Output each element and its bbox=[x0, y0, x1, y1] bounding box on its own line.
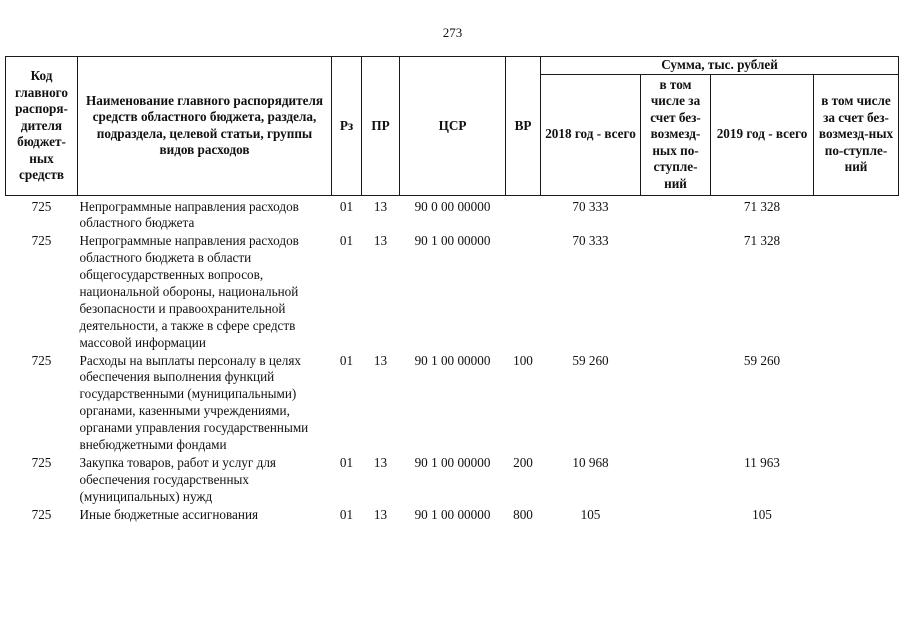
cell-2019-total: 105 bbox=[752, 506, 772, 522]
cell-name: Непрограммные направления расходов областного бюджета bbox=[79, 198, 299, 231]
cell-name: Иные бюджетные ассигнования bbox=[79, 506, 259, 522]
table-row bbox=[6, 352, 899, 454]
cell-rz: 01 bbox=[339, 454, 354, 470]
cell-2018-total: 59 260 bbox=[572, 352, 609, 368]
cell-2019-grants bbox=[814, 352, 899, 454]
table-header bbox=[6, 57, 899, 196]
header-pr: ПР bbox=[362, 57, 400, 196]
cell-code: 725 bbox=[31, 506, 52, 522]
cell-2019-grants bbox=[814, 454, 899, 506]
cell-code: 725 bbox=[31, 198, 52, 214]
header-vr: ВР bbox=[506, 57, 541, 196]
cell-csr: 90 1 00 00000 bbox=[414, 352, 491, 368]
cell-csr: 90 1 00 00000 bbox=[414, 454, 491, 470]
header-code: Код главного распоря-дителя бюджет-ных средств bbox=[6, 57, 78, 196]
cell-rz: 01 bbox=[339, 506, 354, 522]
cell-pr: 13 bbox=[373, 198, 388, 214]
cell-name: Закупка товаров, работ и услуг для обеспечения государственных (муниципальных) нужд bbox=[79, 454, 276, 504]
cell-2018-grants bbox=[641, 232, 711, 351]
cell-2019-total: 71 328 bbox=[743, 198, 781, 214]
cell-rz: 01 bbox=[339, 233, 354, 249]
cell-name: Непрограммные направления расходов областного бюджета в области общегосударственных вопросов, национальной обороны, национальной безопасности и правоохранительной деятельности, а также в сфере средств массовой информации bbox=[79, 233, 299, 350]
cell-2018-grants bbox=[641, 506, 711, 524]
header-2019-total: 2019 год - всего bbox=[711, 74, 814, 195]
cell-vr bbox=[506, 232, 541, 351]
table-row bbox=[6, 454, 899, 506]
table-row bbox=[6, 232, 899, 351]
cell-rz: 01 bbox=[339, 352, 354, 368]
cell-rz: 01 bbox=[339, 198, 354, 214]
cell-2019-grants bbox=[814, 195, 899, 232]
page-number: 273 bbox=[442, 25, 463, 40]
cell-code: 725 bbox=[31, 352, 52, 368]
header-csr: ЦСР bbox=[400, 57, 506, 196]
cell-2019-total: 11 963 bbox=[744, 454, 780, 470]
cell-code: 725 bbox=[31, 233, 52, 249]
cell-csr: 90 0 00 00000 bbox=[414, 198, 491, 214]
cell-2018-grants bbox=[641, 454, 711, 506]
header-name: Наименование главного распорядителя средств областного бюджета, раздела, подраздела, целевой статьи, группы видов расходов bbox=[78, 57, 332, 196]
cell-2018-grants bbox=[641, 352, 711, 454]
budget-table bbox=[5, 56, 899, 523]
table-body bbox=[6, 195, 899, 523]
cell-pr: 13 bbox=[373, 454, 388, 470]
header-2018-total: 2018 год - всего bbox=[541, 74, 641, 195]
cell-vr: 200 bbox=[513, 454, 533, 470]
cell-vr: 800 bbox=[513, 506, 533, 522]
header-2018-grants: в том числе за счет без-возмезд-ных по-ступле-ний bbox=[641, 74, 711, 195]
cell-name: Расходы на выплаты персоналу в целях обеспечения выполнения функций государственными (муниципальными) органами, казенными учреждениями, органами управления государственными внебюджетными фондами bbox=[79, 352, 309, 452]
cell-vr bbox=[506, 195, 541, 232]
header-rz: Рз bbox=[332, 57, 362, 196]
cell-vr: 100 bbox=[513, 352, 533, 368]
cell-2018-total: 105 bbox=[580, 506, 601, 522]
cell-pr: 13 bbox=[373, 352, 388, 368]
cell-2018-total: 10 968 bbox=[572, 454, 609, 470]
header-2019-grants: в том числе за счет без-возмезд-ных по-ступле-ний bbox=[814, 74, 899, 195]
cell-code: 725 bbox=[31, 454, 52, 470]
header-sum: Сумма, тыс. рублей bbox=[541, 57, 899, 75]
cell-pr: 13 bbox=[373, 506, 388, 522]
cell-csr: 90 1 00 00000 bbox=[414, 506, 491, 522]
cell-2019-grants bbox=[814, 232, 899, 351]
table-row bbox=[6, 506, 899, 524]
cell-2018-grants bbox=[641, 195, 711, 232]
table-row bbox=[6, 195, 899, 232]
cell-2018-total: 70 333 bbox=[572, 233, 609, 249]
cell-2019-total: 71 328 bbox=[743, 233, 781, 249]
cell-2019-grants bbox=[814, 506, 899, 524]
cell-csr: 90 1 00 00000 bbox=[414, 233, 491, 249]
cell-pr: 13 bbox=[373, 233, 388, 249]
cell-2018-total: 70 333 bbox=[572, 198, 609, 214]
cell-2019-total: 59 260 bbox=[743, 352, 781, 368]
